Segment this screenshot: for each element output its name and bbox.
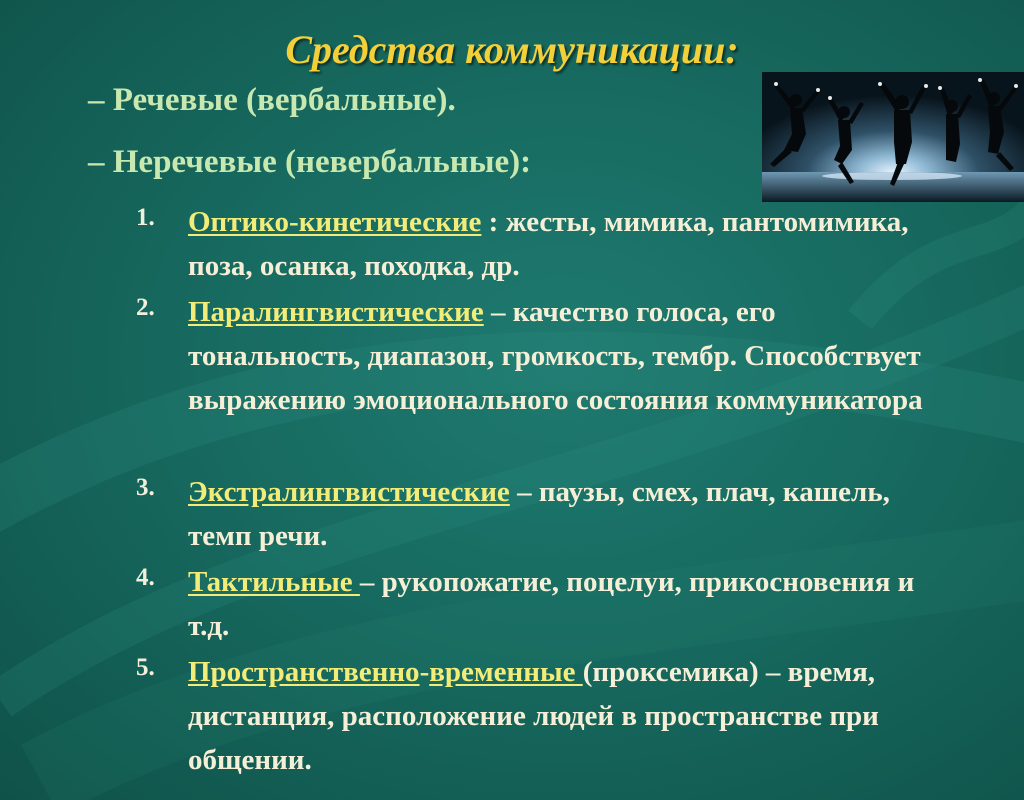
list-item-text [188, 650, 928, 782]
list-item-description: (проксемика) – время, дистанция, расположение людей в пространстве при общении. [188, 656, 879, 776]
list-item-term-hyphen: - [419, 656, 430, 688]
list-item-number: 2. [136, 294, 155, 321]
list-item-description: – паузы, смех, плач, кашель, темп речи. [188, 476, 890, 552]
list-item-number: 3. [136, 474, 155, 501]
list-item-text [188, 560, 928, 648]
list-item-term: Тактильные [188, 566, 360, 598]
list-item-description: : жесты, мимика, пантомимика, поза, осанка, походка, др. [188, 206, 909, 282]
slide-title: Средства коммуникации: [285, 27, 739, 72]
list-item-term: Оптико-кинетические [188, 206, 482, 238]
list-item-term-part2: временные [429, 656, 583, 688]
list-item-number: 4. [136, 564, 155, 591]
list-item-text [188, 200, 928, 288]
list-item-term: Экстралингвистические [188, 476, 510, 508]
list-item-number: 1. [136, 204, 155, 231]
level1-item-nonverbal: – Неречевые (невербальные): [88, 144, 532, 180]
list-item-term: Паралингвистические [188, 296, 484, 328]
jumping-people-silhouette-icon [762, 72, 1024, 202]
level1-item-verbal: – Речевые (вербальные). [88, 82, 456, 118]
list-item-term: Пространственно [188, 656, 420, 688]
list-item-text [188, 470, 928, 558]
jumping-people-photo [762, 72, 1024, 202]
list-item-text [188, 290, 928, 422]
list-item-description: – качество голоса, его тональность, диапазон, громкость, тембр. Способствует выражению эмоционального состояния коммуникатора [188, 296, 923, 416]
list-item-description: – рукопожатие, поцелуи, прикосновения и т.д. [188, 566, 915, 642]
list-item-number: 5. [136, 654, 155, 681]
